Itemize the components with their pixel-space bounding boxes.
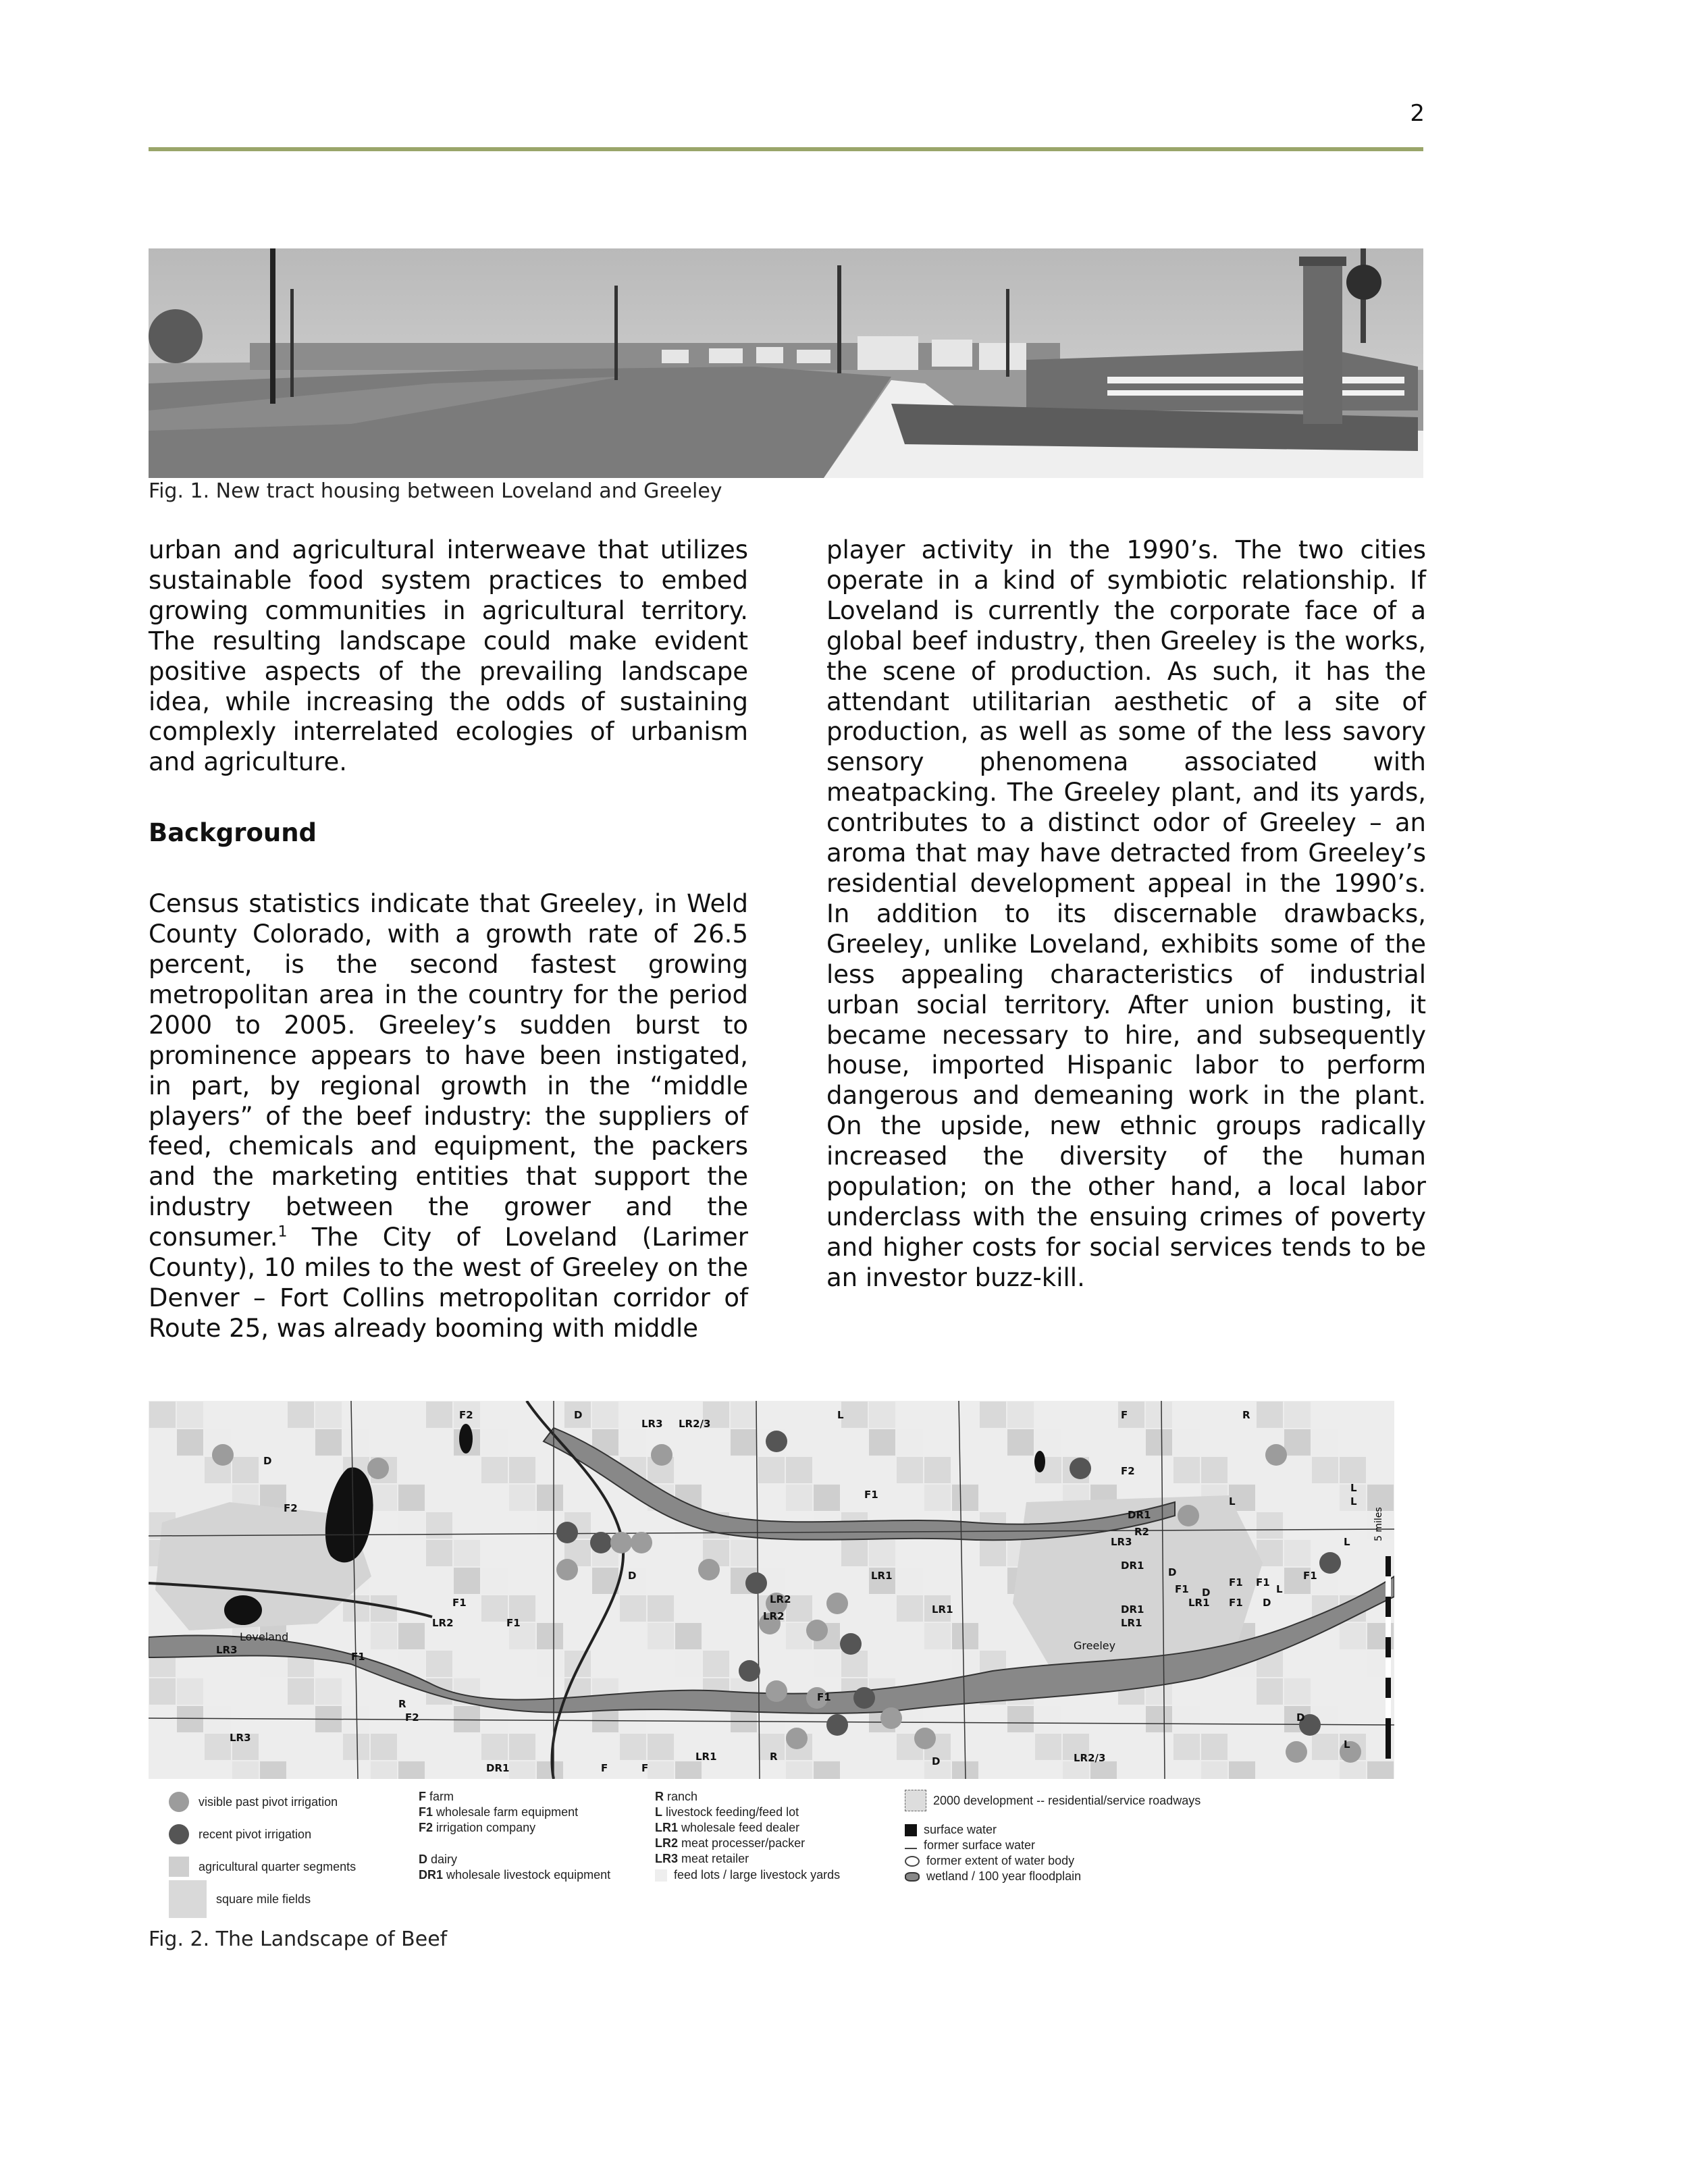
map-code-label: DR1: [1121, 1560, 1144, 1572]
pivot-irrigation-circle: [1286, 1741, 1307, 1763]
map-code-label: F2: [284, 1502, 298, 1514]
map-field-cell: [481, 1568, 508, 1594]
map-field-cell: [786, 1485, 812, 1511]
map-code-label: LR1: [695, 1751, 717, 1763]
legend-code-lr2: LR2 meat processer/packer: [655, 1836, 806, 1850]
map-code-label: F2: [405, 1711, 419, 1724]
map-field-cell: [952, 1651, 978, 1677]
map-field-cell: [1284, 1678, 1311, 1705]
map-code-label: LR2: [770, 1593, 791, 1605]
legend-item-former-surface-water: former surface water: [905, 1838, 1201, 1853]
pivot-irrigation-circle: [826, 1593, 848, 1614]
right-paragraph: player activity in the 1990’s. The two cities operate in a kind of symbiotic relationship. If Loveland is currently the corporate face of a global beef industry, then Greeley is the works, the scene of production. As such, it has the attendant utilitarian aesthetic of a site of production, as well as some of the less savory sensory phenomena associated with meatpacking. The Greeley plant, and its yards, contributes to a distinct odor of Greeley – an aroma that may have detracted from Greeley’s residential development appeal in the 1990’s. In addition to its discernable drawbacks, Greeley, unlike Loveland, exhibits some of the less appealing characteristics of industrial urban social territory. After union busting, it became necessary to hire, and subsequently house, imported Hispanic labor to perform dangerous and demeaning work in the plant. On the upside, new ethnic groups radically increased the diversity of the human population; on the other hand, a local labor underclass with the ensuing crimes of poverty and higher costs for social services tends to be an investor buzz-kill.: [826, 535, 1426, 1292]
map-field-cell: [786, 1457, 812, 1483]
pivot-irrigation-circle: [739, 1660, 760, 1682]
map-field-cell: [1173, 1734, 1200, 1760]
map-code-label: D: [932, 1755, 941, 1767]
left-column: [149, 535, 748, 1344]
map-field-cell: [1173, 1457, 1200, 1483]
map-code-label: D: [628, 1570, 637, 1582]
map-field-cell: [648, 1734, 674, 1760]
legend-item-visible-pivot: visible past pivot irrigation: [169, 1786, 356, 1818]
map-field-cell: [1257, 1678, 1283, 1705]
map-field-cell: [454, 1568, 480, 1594]
map-field-cell: [1201, 1761, 1228, 1779]
legend-item-feed-lots: feed lots / large livestock yards: [655, 1867, 840, 1883]
map-code-label: LR2/3: [1074, 1752, 1106, 1764]
map-field-cell: [786, 1761, 812, 1779]
map-field-cell: [814, 1761, 840, 1779]
legend-item-recent-pivot: recent pivot irrigation: [169, 1818, 356, 1850]
left-paragraph-2-text-a: Census statistics indicate that Greeley, in Weld County Colorado, with a growth rate of 26.5 percent, is the second fastest growing metropolitan area in the country for the period 2000 to 2005. Greeley’s sudden burst to prominence appears to have been instigated, in part, by regional growth in the “middle players” of the beef industry: the suppliers of feed, chemicals and equipment, the packers and the marketing entities that support the industry between the grower and the consumer.: [149, 889, 748, 1252]
map-field-cell: [1312, 1734, 1338, 1760]
map-code-label: L: [1350, 1495, 1357, 1508]
map-code-label: DR1: [1121, 1603, 1144, 1616]
map-field-cell: [1201, 1734, 1228, 1760]
map-field-cell: [481, 1429, 508, 1456]
map-field-cell: [648, 1761, 674, 1779]
map-field-cell: [952, 1623, 978, 1649]
pivot-irrigation-circle: [1265, 1444, 1287, 1466]
figure1-caption: Fig. 1. New tract housing between Loveland and Greeley: [149, 479, 722, 503]
right-column: [826, 535, 1426, 1294]
tract-housing-photo: [149, 248, 1423, 478]
pivot-irrigation-circle: [590, 1532, 612, 1553]
map-field-cell: [1367, 1761, 1394, 1779]
legend-group-water: [905, 1787, 1201, 1884]
map-code-label: L: [1229, 1495, 1236, 1508]
map-field-cell: [592, 1568, 618, 1594]
left-paragraph-2-text-b: The City of Loveland (Larimer County), 10 miles to the west of Greeley on the Denver – Fort Collins metropolitan corridor of Route 25, was already booming with middle: [149, 1223, 748, 1343]
map-field-cell: [315, 1429, 342, 1456]
map-field-cell: [869, 1540, 895, 1566]
map-field-cell: [841, 1540, 868, 1566]
map-field-cell: [232, 1457, 259, 1483]
map-field-cell: [1340, 1457, 1366, 1483]
map-field-cell: [814, 1485, 840, 1511]
pivot-irrigation-circle: [631, 1532, 652, 1553]
map-code-label: D: [1168, 1566, 1177, 1578]
map-city-label-loveland: Loveland: [240, 1630, 289, 1643]
map-field-cell: [648, 1623, 674, 1649]
map-field-cell: [232, 1761, 259, 1779]
map-field-cell: [731, 1402, 757, 1428]
map-code-label: F1: [1229, 1576, 1243, 1589]
map-code-label: D: [1296, 1711, 1305, 1724]
landscape-of-beef-map: [149, 1401, 1394, 1779]
map-field-cell: [952, 1485, 978, 1511]
map-field-cell: [1284, 1429, 1311, 1456]
map-field-cell: [1340, 1623, 1366, 1649]
map-code-label: LR1: [1121, 1617, 1142, 1629]
map-field-cell: [371, 1485, 397, 1511]
map-code-label: R: [1242, 1409, 1250, 1421]
pivot-irrigation-circle: [880, 1707, 902, 1729]
map-field-cell: [703, 1651, 729, 1677]
map-code-label: LR1: [932, 1603, 953, 1616]
recent-pivot-swatch-icon: [169, 1824, 189, 1844]
map-field-cell: [537, 1623, 563, 1649]
map-code-label: L: [1344, 1536, 1350, 1548]
map-code-label: F1: [1175, 1583, 1189, 1595]
map-field-cell: [1201, 1457, 1228, 1483]
map-field-cell: [426, 1540, 452, 1566]
legend-group-codes-c: [655, 1790, 840, 1883]
map-code-label: LR2: [432, 1617, 454, 1629]
section-heading-background: Background: [149, 818, 317, 848]
map-field-cell: [1229, 1761, 1255, 1779]
pivot-irrigation-circle: [786, 1728, 808, 1749]
map-field-cell: [288, 1678, 314, 1705]
map-field-cell: [924, 1457, 951, 1483]
map-code-label: LR3: [641, 1418, 663, 1430]
map-field-cell: [426, 1651, 452, 1677]
map-field-cell: [924, 1485, 951, 1511]
map-code-label: LR2/3: [679, 1418, 711, 1430]
legend-item-wetland: wetland / 100 year floodplain: [905, 1869, 1201, 1884]
pivot-irrigation-circle: [1340, 1741, 1361, 1763]
pivot-irrigation-circle: [766, 1431, 787, 1452]
map-code-label: LR2: [763, 1610, 785, 1622]
pivot-irrigation-circle: [1070, 1458, 1091, 1479]
map-field-cell: [509, 1485, 535, 1511]
figure2-caption: Fig. 2. The Landscape of Beef: [149, 1927, 448, 1951]
legend-item-square-mile: square mile fields: [169, 1883, 356, 1915]
map-field-cell: [288, 1402, 314, 1428]
map-code-label: F1: [1303, 1570, 1317, 1582]
map-field-cell: [814, 1651, 840, 1677]
legend-code-d: D dairy: [419, 1853, 458, 1866]
map-field-cell: [980, 1402, 1006, 1428]
feed-lots-swatch-icon: [655, 1869, 667, 1882]
legend-item-ag-quarter: agricultural quarter segments: [169, 1850, 356, 1883]
legend-code-f1: F1 wholesale farm equipment: [419, 1805, 579, 1819]
map-field-cell: [675, 1761, 702, 1779]
map-field-cell: [537, 1761, 563, 1779]
map-field-cell: [731, 1540, 757, 1566]
map-code-label: LR3: [230, 1732, 251, 1744]
pivot-irrigation-circle: [651, 1444, 672, 1466]
map-field-cell: [1284, 1402, 1311, 1428]
map-code-label: F: [1121, 1409, 1128, 1421]
map-legend: [149, 1786, 1394, 1914]
map-field-cell: [897, 1595, 923, 1622]
map-field-cell: [897, 1457, 923, 1483]
map-field-cell: [426, 1402, 452, 1428]
pivot-irrigation-circle: [212, 1444, 234, 1466]
map-field-cell: [564, 1651, 591, 1677]
map-field-cell: [371, 1623, 397, 1649]
map-field-cell: [675, 1651, 702, 1677]
legend-code-f2: F2 irrigation company: [419, 1821, 536, 1834]
map-field-cell: [924, 1623, 951, 1649]
map-code-label: F1: [817, 1691, 831, 1703]
map-code-label: L: [1344, 1738, 1350, 1751]
map-code-label: D: [1202, 1587, 1211, 1599]
map-code-label: R: [398, 1698, 406, 1710]
visible-pivot-swatch-icon: [169, 1792, 189, 1812]
map-field-cell: [343, 1429, 369, 1456]
map-code-label: F1: [506, 1617, 521, 1629]
left-paragraph-1: urban and agricultural interweave that utilizes sustainable food system practices to embed growing communities in agricultural territory. The resulting landscape could make evident positive aspects of the prevailing landscape idea, while increasing the odds of sustaining complexly interrelated ecologies of urbanism and agriculture.: [149, 535, 748, 777]
map-field-cell: [1146, 1706, 1172, 1732]
map-code-label: F1: [1229, 1597, 1243, 1609]
header-rule: [149, 147, 1423, 151]
legend-item-former-water-body: former extent of water body: [905, 1853, 1201, 1869]
map-field-cell: [1146, 1402, 1172, 1428]
legend-code-lr3: LR3 meat retailer: [655, 1852, 749, 1865]
legend-group-land: [169, 1786, 356, 1915]
map-code-label: LR1: [871, 1570, 893, 1582]
map-field-cell: [731, 1429, 757, 1456]
map-field-cell: [1035, 1734, 1061, 1760]
map-field-cell: [205, 1734, 231, 1760]
pivot-irrigation-circle: [698, 1559, 720, 1580]
legend-code-f: F farm: [419, 1790, 454, 1803]
pivot-irrigation-circle: [840, 1633, 862, 1655]
map-code-label: R: [770, 1751, 778, 1763]
map-field-cell: [509, 1761, 535, 1779]
map-field-cell: [481, 1706, 508, 1732]
map-code-label: LR3: [1111, 1536, 1132, 1548]
map-field-cell: [1340, 1761, 1366, 1779]
map-code-label: F2: [1121, 1465, 1135, 1477]
map-field-cell: [1312, 1457, 1338, 1483]
development-swatch-icon: [905, 1790, 926, 1811]
map-field-cell: [1035, 1706, 1061, 1732]
map-field-cell: [1007, 1706, 1034, 1732]
pivot-irrigation-circle: [1178, 1505, 1199, 1526]
page-number: 2: [1410, 100, 1425, 127]
map-field-cell: [398, 1761, 425, 1779]
map-field-cell: [177, 1706, 203, 1732]
map-code-label: D: [263, 1455, 272, 1467]
map-field-cell: [509, 1457, 535, 1483]
legend-code-lr1: LR1 wholesale feed dealer: [655, 1821, 800, 1834]
map-field-cell: [398, 1623, 425, 1649]
map-field-cell: [481, 1734, 508, 1760]
map-field-cell: [315, 1678, 342, 1705]
map-field-cell: [620, 1595, 646, 1622]
legend-code-dr1: DR1 wholesale livestock equipment: [419, 1868, 611, 1882]
legend-item-development: 2000 development -- residential/service roadways: [905, 1787, 1201, 1814]
map-field-cell: [869, 1402, 895, 1428]
map-code-label: D: [574, 1409, 583, 1421]
map-field-cell: [758, 1457, 785, 1483]
square-mile-swatch-icon: [169, 1880, 207, 1918]
map-field-cell: [620, 1734, 646, 1760]
map-field-cell: [1367, 1485, 1394, 1511]
map-code-label: L: [837, 1409, 844, 1421]
map-field-cell: [869, 1429, 895, 1456]
pivot-irrigation-circle: [826, 1714, 848, 1736]
map-field-cell: [481, 1595, 508, 1622]
map-code-label: DR1: [1128, 1509, 1151, 1521]
map-field-cell: [1284, 1540, 1311, 1566]
map-field-cell: [1257, 1512, 1283, 1539]
pivot-irrigation-circle: [610, 1532, 632, 1553]
map-code-label: F2: [459, 1409, 473, 1421]
map-field-cell: [260, 1761, 286, 1779]
map-field-cell: [481, 1457, 508, 1483]
pivot-irrigation-circle: [1319, 1552, 1341, 1574]
pivot-irrigation-circle: [367, 1458, 389, 1479]
map-code-label: L: [1350, 1482, 1357, 1494]
map-field-cell: [1257, 1402, 1283, 1428]
map-field-cell: [1173, 1429, 1200, 1456]
surface-water-swatch-icon: [905, 1824, 917, 1836]
map-field-cell: [1312, 1429, 1338, 1456]
map-field-cell: [1007, 1402, 1034, 1428]
map-field-cell: [454, 1540, 480, 1566]
map-field-cell: [841, 1651, 868, 1677]
map-field-cell: [371, 1734, 397, 1760]
pivot-irrigation-circle: [556, 1522, 578, 1543]
map-code-label: F1: [452, 1597, 467, 1609]
pivot-irrigation-circle: [766, 1680, 787, 1702]
legend-item-surface-water: surface water: [905, 1822, 1201, 1838]
map-field-cell: [897, 1568, 923, 1594]
pivot-irrigation-circle: [853, 1687, 875, 1709]
map-field-cell: [371, 1761, 397, 1779]
map-field-cell: [398, 1485, 425, 1511]
map-field-cell: [177, 1678, 203, 1705]
ag-quarter-swatch-icon: [169, 1857, 189, 1877]
map-field-cell: [675, 1623, 702, 1649]
map-field-cell: [841, 1402, 868, 1428]
former-surface-water-swatch-icon: [905, 1842, 917, 1849]
map-field-cell: [620, 1429, 646, 1456]
map-field-cell: [648, 1595, 674, 1622]
map-field-cell: [454, 1706, 480, 1732]
map-code-label: L: [1276, 1583, 1283, 1595]
pivot-irrigation-circle: [556, 1559, 578, 1580]
map-field-cell: [537, 1485, 563, 1511]
map-code-label: R2: [1134, 1526, 1149, 1538]
legend-code-r: R ranch: [655, 1790, 698, 1803]
map-field-cell: [177, 1402, 203, 1428]
legend-group-codes-a: [419, 1790, 610, 1884]
map-code-label: LR1: [1188, 1597, 1210, 1609]
pivot-irrigation-circle: [806, 1620, 828, 1641]
map-code-label: DR1: [486, 1762, 510, 1774]
map-field-cell: [1173, 1706, 1200, 1732]
map-code-label: F: [641, 1762, 649, 1774]
left-paragraph-2: [149, 889, 748, 1344]
map-field-cell: [177, 1429, 203, 1456]
map-field-cell: [1146, 1429, 1172, 1456]
map-code-label: LR3: [216, 1644, 238, 1656]
map-field-cell: [897, 1429, 923, 1456]
map-city-label-greeley: Greeley: [1074, 1639, 1116, 1652]
map-field-cell: [537, 1651, 563, 1677]
pivot-irrigation-circle: [745, 1572, 767, 1594]
map-field-cell: [205, 1706, 231, 1732]
pivot-irrigation-circle: [914, 1728, 936, 1749]
map-field-cell: [315, 1402, 342, 1428]
map-field-cell: [980, 1540, 1006, 1566]
wetland-swatch-icon: [905, 1872, 920, 1882]
map-code-label: F1: [351, 1651, 365, 1663]
map-field-cell: [149, 1402, 176, 1428]
legend-code-l: L livestock feeding/feed lot: [655, 1805, 799, 1819]
map-field-cell: [343, 1734, 369, 1760]
map-field-cell: [1007, 1429, 1034, 1456]
map-code-label: D: [1263, 1597, 1271, 1609]
map-field-cell: [149, 1678, 176, 1705]
former-water-body-swatch-icon: [905, 1856, 920, 1867]
map-code-label: F1: [864, 1489, 878, 1501]
map-code-label: F: [601, 1762, 608, 1774]
footnote-marker: 1: [278, 1223, 288, 1241]
map-field-cell: [509, 1734, 535, 1760]
map-scale-label: 5 miles: [1373, 1507, 1384, 1541]
map-code-label: F1: [1256, 1576, 1270, 1589]
map-field-cell: [592, 1402, 618, 1428]
